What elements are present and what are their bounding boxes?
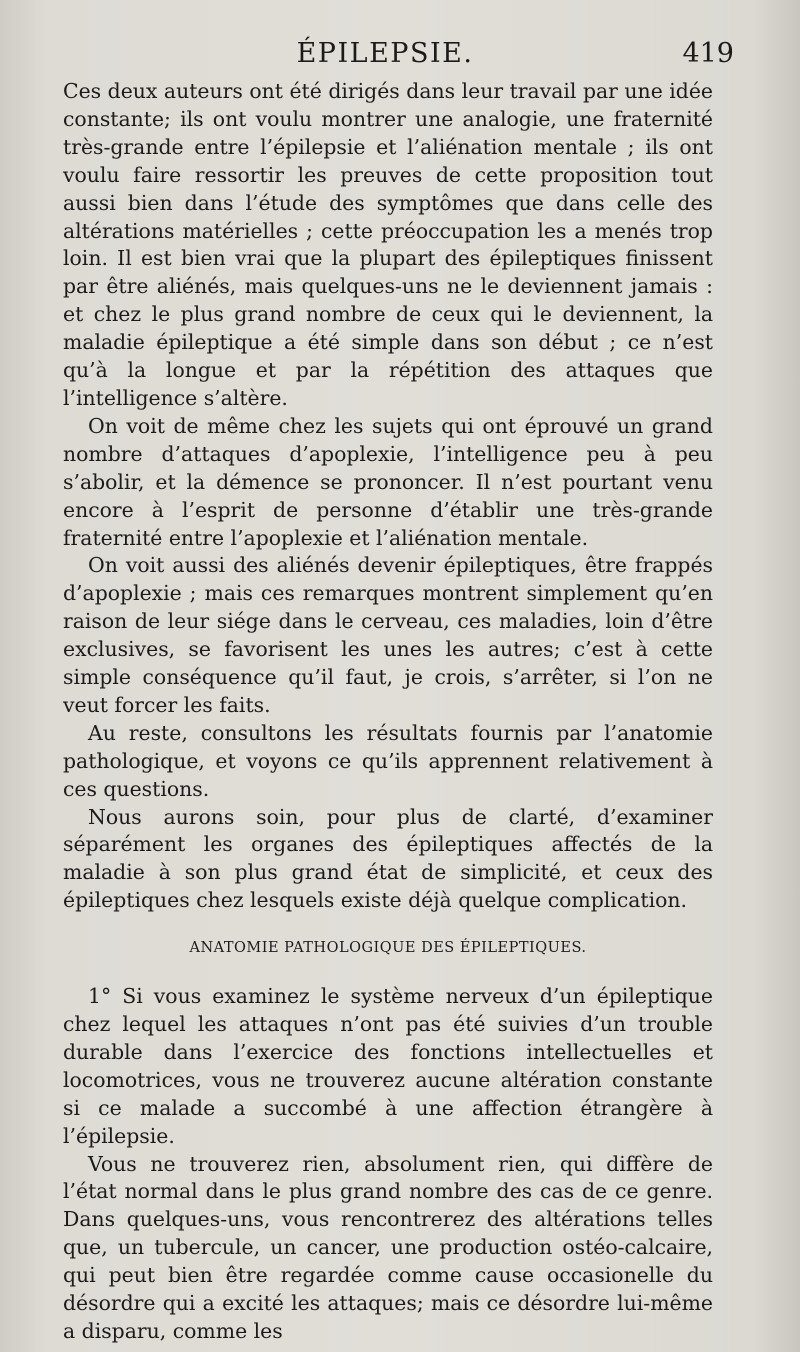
paragraph: 1° Si vous examinez le système nerveux d’un épileptique chez lequel les attaques n’ont pas été suivies d’un trouble durable dans l’exercice des fonctions intellectuelles et locomotrices, vous ne trouverez aucune altération constante si ce malade a succombé à une affection étrangère à l’épilepsie. [63,984,713,1148]
section-heading: ANATOMIE PATHOLOGIQUE DES ÉPILEPTIQUES. [189,940,587,957]
body-text [63,78,713,1346]
paragraph: Nous aurons soin, pour plus de clarté, d’examiner séparément les organes des épileptiques affectés de la maladie à son plus grand état de simplicité, et ceux des épileptiques chez lesquels existe déjà quelque complication. [63,804,713,913]
paragraph: On voit aussi des aliénés devenir épileptiques, être frappés d’apoplexie ; mais ces remarques montrent simplement qu’en raison de leur siége dans le cerveau, ces maladies, loin d’être exclusives, se favorisent les unes les autres; c’est à cette simple conséquence qu’il faut, je crois, s’arrêter, si l’on ne veut forcer les faits. [63,553,713,717]
running-head [0,34,800,74]
paragraph: On voit de même chez les sujets qui ont éprouvé un grand nombre d’attaques d’apoplexie, l’intelligence peu à peu s’abolir, et la démence se prononcer. Il n’est pourtant venu encore à l’esprit de personne d’établir une très-grande fraternité entre l’apoplexie et l’aliénation mentale. [63,413,713,550]
page-number: 419 [682,38,734,69]
paragraph: Ces deux auteurs ont été dirigés dans leur travail par une idée constante; ils ont voulu montrer une analogie, une fraternité très-grande entre l’épilepsie et l’aliénation mentale ; ils ont voulu faire ressortir les preuves de cette proposition tout aussi bien dans l’étude des symptômes que dans celle des altérations matérielles ; cette préoccupation les a menés trop loin. Il est bien vrai que la plupart des épileptiques finissent par être aliénés, mais quelques-uns ne le deviennent jamais : et chez le plus grand nombre de ceux qui le deviennent, la maladie épileptique a été simple dans son début ; ce n’est qu’à la longue et par la répétition des attaques que l’intelligence s’altère. [63,79,713,410]
paragraph: Vous ne trouverez rien, absolument rien, qui diffère de l’état normal dans le plus grand nombre des cas de ce genre. Dans quelques-uns, vous rencontrerez des altérations telles que, un tubercule, un cancer, une production ostéo-calcaire, qui peut bien être regardée comme cause occasionelle du désordre qui a excité les attaques; mais ce désordre lui-même a disparu, comme les [63,1151,713,1343]
paragraph: Au reste, consultons les résultats fournis par l’anatomie pathologique, et voyons ce qu’ils apprennent relativement à ces questions. [63,720,713,801]
running-title: ÉPILEPSIE. [296,38,474,69]
